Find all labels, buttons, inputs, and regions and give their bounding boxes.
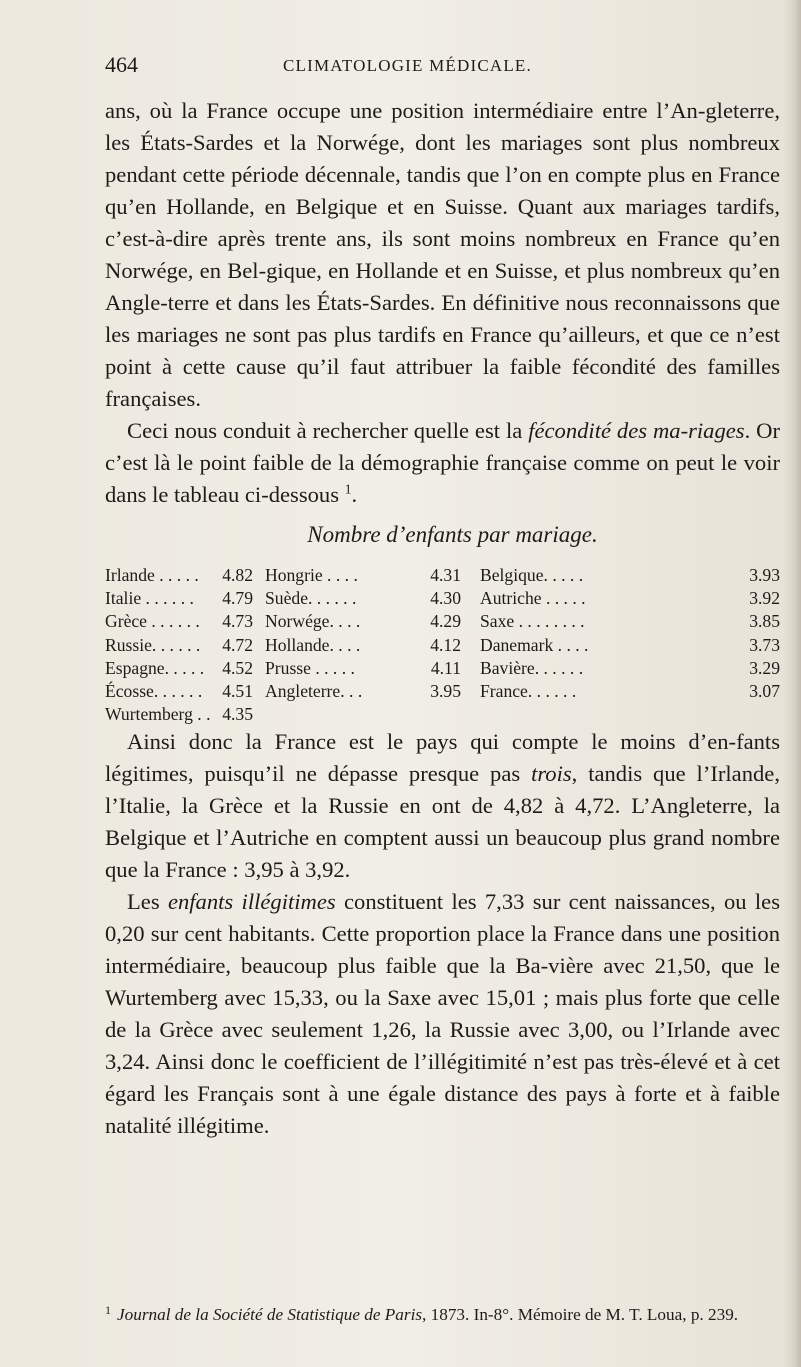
children-value: 3.73 [749, 634, 780, 655]
children-value: 4.29 [430, 611, 461, 632]
country-name: France. . . . . . [480, 680, 577, 701]
country-name: Danemark . . . . [480, 634, 589, 655]
table-row [480, 634, 780, 657]
table-row [480, 564, 780, 587]
page-edge-shadow [783, 0, 801, 1367]
children-value: 4.82 [222, 565, 253, 585]
footnote [105, 1301, 785, 1330]
lower-text [105, 726, 780, 1142]
country-name: Russie. . . . . . [105, 634, 201, 655]
footnote-details: , 1873. In-8°. Mémoire de M. T. Loua, p. 239. [422, 1305, 739, 1324]
upper-text [105, 95, 780, 511]
paragraph-4 [105, 886, 780, 1142]
table-row [265, 634, 461, 657]
paragraph-3-emphasis: trois [531, 761, 572, 786]
paragraph-3-text-end: , tandis que l’Irlande, l’Italie, la Grèce et la Russie en ont de 4,82 à 4,72. L’Angleterre, la Belgique et l’Autriche en comptent aussi un beaucoup plus grand nombre que la France : 3,95 à 3,92. [105, 761, 780, 882]
table-column-3 [480, 564, 780, 703]
table-row [105, 587, 253, 610]
table-row [105, 657, 253, 680]
country-name: Bavière. . . . . . [480, 657, 584, 678]
table-title: Nombre d’enfants par mariage. [307, 522, 598, 547]
country-name: Saxe . . . . . . . . [480, 611, 585, 632]
country-name: Belgique. . . . . [480, 565, 584, 585]
footnote-reference[interactable]: 1 [344, 481, 352, 497]
table-row [480, 657, 780, 680]
table-row [265, 564, 461, 587]
table-column-1 [105, 564, 253, 726]
country-name: Écosse. . . . . . [105, 680, 203, 701]
page-number: 464 [105, 52, 138, 77]
table-row [480, 587, 780, 610]
paragraph-3 [105, 726, 780, 886]
table-column-2 [265, 564, 461, 703]
country-name: Italie . . . . . . [105, 588, 194, 609]
table-row [105, 680, 253, 703]
children-value: 4.52 [222, 657, 253, 678]
table-row [265, 587, 461, 610]
country-name: Espagne. . . . . [105, 657, 205, 678]
paragraph-2 [105, 415, 780, 511]
country-name: Hollande. . . . [265, 634, 361, 655]
children-value: 4.72 [222, 634, 253, 655]
footnote-mark: 1 [105, 1303, 112, 1317]
paragraph-4-text-end: constituent les 7,33 sur cent naissances, ou les 0,20 sur cent habitants. Cette proportion place la France dans une position intermédiaire, beaucoup plus faible que la Ba-vière avec 21,50, que le Wurtemberg avec 15,33, ou la Saxe avec 15,01 ; mais plus forte que celle de la Grèce avec seulement 1,26, la Russie avec 3,00, ou l’Irlande avec 3,24. Ainsi donc le coefficient de l’illégitimité n’est pas très-élevé et à cet égard les Français sont à une égale distance des pays à forte et à faible natalité illégitime. [105, 889, 780, 1138]
children-value: 4.11 [430, 657, 461, 678]
children-value: 4.73 [222, 611, 253, 632]
table-row [105, 564, 253, 587]
page-header [105, 52, 775, 84]
table-row [480, 680, 780, 703]
children-value: 3.93 [749, 565, 780, 585]
country-name: Suède. . . . . . [265, 588, 357, 609]
children-value: 4.12 [430, 634, 461, 655]
children-value: 3.95 [430, 680, 461, 701]
table-row [480, 610, 780, 633]
table-row [265, 657, 461, 680]
table-row [265, 680, 461, 703]
running-title: CLIMATOLOGIE MÉDICALE. [283, 56, 532, 75]
table-row [105, 634, 253, 657]
paragraph-1: ans, où la France occupe une position intermédiaire entre l’An-gleterre, les États-Sardes et la Norwége, dont les mariages sont plus nombreux pendant cette période décennale, tandis que l’on en compte plus en France qu’en Hollande, en Belgique et en Suisse. Quant aux mariages tardifs, c’est-à-dire après trente ans, ils sont moins nombreux en France qu’en Norwége, en Bel-gique, en Hollande et en Suisse, et plus nombreux qu’en Angle-terre et dans les États-Sardes. En définitive nous reconnaissons que les mariages ne sont pas plus tardifs en France qu’ailleurs, et que ce n’est point à cette cause qu’il faut attribuer la faible fécondité des familles françaises. [105, 98, 780, 411]
children-value: 4.51 [222, 680, 253, 701]
country-name: Autriche . . . . . [480, 588, 586, 609]
children-value: 4.35 [222, 704, 253, 725]
children-value: 4.30 [430, 588, 461, 609]
children-value: 3.07 [749, 680, 780, 701]
country-name: Wurtemberg . . [105, 704, 211, 725]
country-name: Grèce . . . . . . [105, 611, 200, 632]
table-row [105, 703, 253, 726]
paragraph-2-period: . [351, 482, 358, 507]
country-name: Hongrie . . . . [265, 565, 358, 585]
country-name: Norwége. . . . [265, 611, 361, 632]
country-name: Prusse . . . . . [265, 657, 355, 678]
table-row [265, 610, 461, 633]
country-name: Irlande . . . . . [105, 565, 199, 585]
children-value: 4.79 [222, 588, 253, 609]
footnote-source-title: Journal de la Société de Statistique de Paris [117, 1305, 423, 1324]
paragraph-4-emphasis: enfants illégitimes [167, 889, 336, 914]
paragraph-4-text-start: Les [127, 889, 168, 914]
paragraph-2-text-start: Ceci nous conduit à rechercher quelle est la [127, 418, 529, 443]
children-value: 3.85 [749, 611, 780, 632]
paragraph-2-text-end: . Or c’est là le point faible de la démographie française comme on peut le voir dans le tableau ci-dessous [105, 418, 781, 507]
paragraph-3-text-start: Ainsi donc la France est le pays qui compte le moins d’en-fants légitimes, puisqu’il ne dépasse presque pas [105, 729, 780, 786]
children-value: 4.31 [430, 565, 461, 585]
children-value: 3.29 [749, 657, 780, 678]
table-row [105, 610, 253, 633]
paragraph-2-emphasis: fécondité des ma-riages [528, 418, 745, 443]
country-name: Angleterre. . . [265, 680, 363, 701]
children-value: 3.92 [749, 588, 780, 609]
